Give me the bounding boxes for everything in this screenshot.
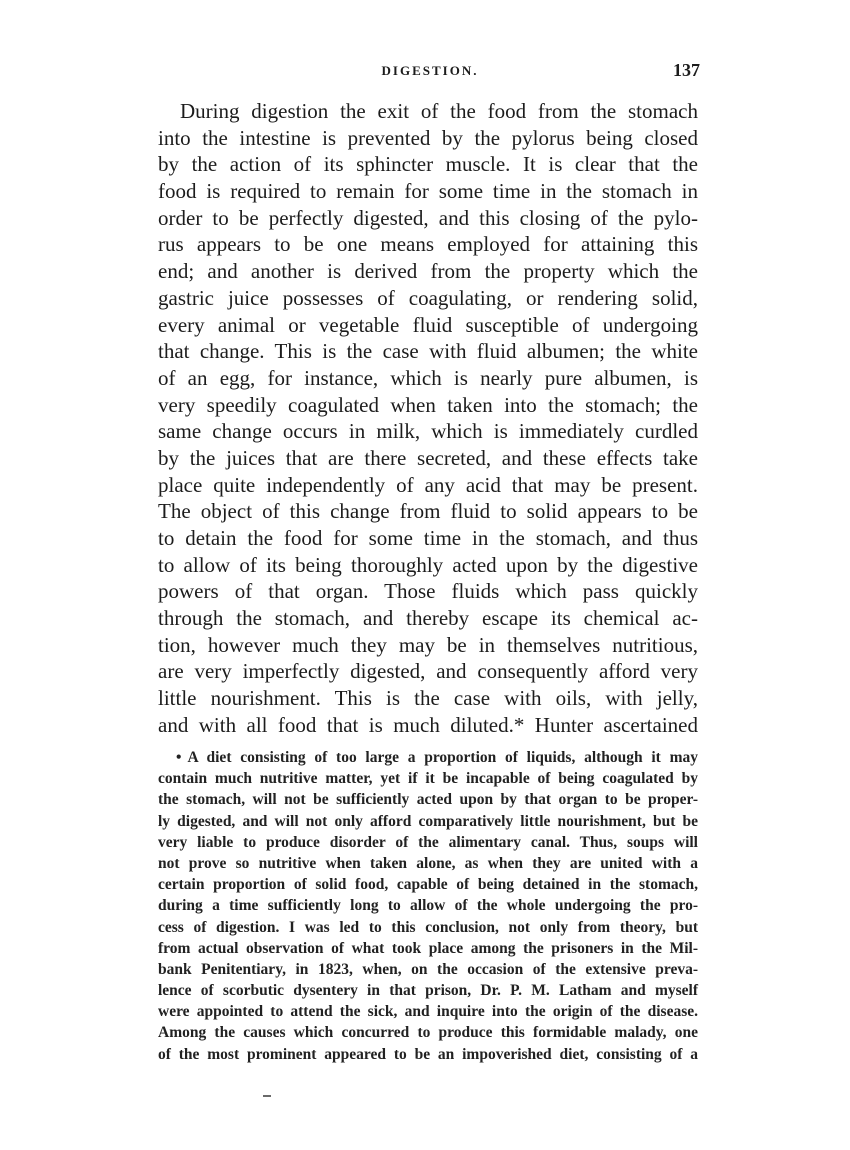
footnote-line: ly digested, and will not only afford comparatively little nourishment, but be	[158, 812, 698, 830]
body-line: food is required to remain for some time in the stomach in	[158, 179, 698, 204]
body-line: order to be perfectly digested, and this closing of the pylo-	[158, 205, 698, 230]
footnote-line	[158, 747, 698, 768]
footnote-line: bank Penitentiary, in 1823, when, on the occasion of the extensive preva-	[158, 960, 698, 978]
footnote-line: contain much nutritive matter, yet if it be incapable of being coagulated by	[158, 770, 698, 788]
running-head	[160, 60, 700, 84]
body-line: every animal or vegetable fluid susceptible of undergoing	[158, 312, 698, 337]
body-line: to allow of its being thoroughly acted upon by the digestive	[158, 552, 698, 577]
footnote-line: cess of digestion. I was led to this conclusion, not only from theory, but	[158, 918, 698, 936]
body-line: rus appears to be one means employed for attaining this	[158, 232, 698, 257]
footnote-line: Among the causes which concurred to produce this formidable malady, one	[158, 1024, 698, 1042]
footnote-line: from actual observation of what took place among the prisoners in the Mil-	[158, 939, 698, 957]
footnote-line: certain proportion of solid food, capable of being detained in the stomach,	[158, 876, 698, 894]
bottom-mark	[263, 1095, 271, 1097]
body-line: little nourishment. This is the case with oils, with jelly,	[158, 686, 698, 711]
footnote-line: lence of scorbutic dysentery in that prison, Dr. P. M. Latham and myself	[158, 982, 698, 1000]
footnote	[158, 747, 698, 1065]
body-line: The object of this change from fluid to solid appears to be	[158, 499, 698, 524]
body-line: powers of that organ. Those fluids which pass quickly	[158, 579, 698, 604]
footnote-line: of the most prominent appeared to be an impoverished diet, consisting of a	[158, 1045, 698, 1063]
body-line: by the juices that are there secreted, and these effects take	[158, 445, 698, 470]
body-line: by the action of its sphincter muscle. It is clear that the	[158, 152, 698, 177]
body-line: same change occurs in milk, which is immediately curdled	[158, 419, 698, 444]
body-line: place quite independently of any acid that may be present.	[158, 472, 698, 497]
footnote-line: not prove so nutritive when taken alone, as when they are united with a	[158, 854, 698, 872]
body-line: to detain the food for some time in the stomach, and thus	[158, 526, 698, 550]
body-line: into the intestine is prevented by the pylorus being closed	[158, 125, 698, 150]
body-line: gastric juice possesses of coagulating, or rendering solid,	[158, 285, 698, 310]
body-line: During digestion the exit of the food from the stomach	[180, 99, 698, 123]
footnote-line: during a time sufficiently long to allow of the whole undergoing the pro-	[158, 897, 698, 915]
footnote-line: very liable to produce disorder of the alimentary canal. Thus, soups will	[158, 833, 698, 851]
footnote-line: the stomach, will not be sufficiently acted upon by that organ to be proper-	[158, 791, 698, 809]
running-title: DIGESTION.	[381, 63, 479, 78]
body-line: tion, however much they may be in themselves nutritious,	[158, 632, 698, 657]
body-line: and with all food that is much diluted.* Hunter ascertained	[158, 712, 698, 737]
body-line: through the stomach, and thereby escape its chemical ac-	[158, 606, 698, 631]
footnote-marker: •	[176, 749, 182, 766]
body-line: that change. This is the case with fluid albumen; the white	[158, 339, 698, 364]
footnote-line: were appointed to attend the sick, and inquire into the origin of the disease.	[158, 1003, 698, 1021]
body-line: of an egg, for instance, which is nearly pure albumen, is	[158, 365, 698, 390]
body-line: very speedily coagulated when taken into the stomach; the	[158, 392, 698, 417]
body-text	[158, 98, 698, 739]
body-line: are very imperfectly digested, and consequently afford very	[158, 659, 698, 684]
body-line: end; and another is derived from the property which the	[158, 259, 698, 284]
footnote-line-text: A diet consisting of too large a proportion of liquids, although it may	[187, 749, 698, 766]
page-number: 137	[673, 60, 700, 80]
